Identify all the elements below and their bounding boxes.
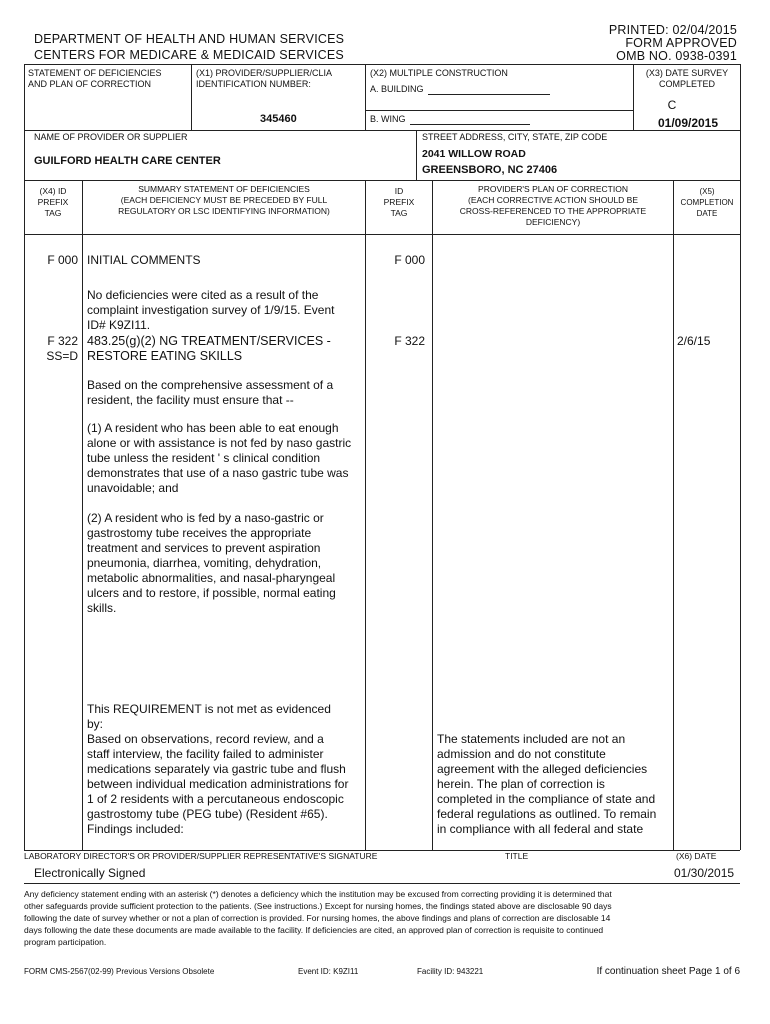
para-1: (1) A resident who has been able to eat enough alone or with assistance is not fed by naso gastric tube unless the resident ' s clinical condition demonstrates that use of a naso gastric tube was unavoidable; and	[87, 421, 352, 495]
wing-field	[410, 115, 530, 125]
form-number: FORM CMS-2567(02-99) Previous Versions Obsolete	[24, 967, 215, 976]
building-label: A. BUILDING	[370, 84, 424, 94]
x3-date: 01/09/2015	[657, 116, 719, 130]
provider-name: GUILFORD HEALTH CARE CENTER	[34, 155, 221, 167]
x3-code: C	[667, 98, 677, 112]
col-id-header: ID PREFIX TAG	[383, 186, 415, 218]
title-label: TITLE	[505, 851, 529, 861]
address-label: STREET ADDRESS, CITY, STATE, ZIP CODE	[422, 132, 608, 142]
f322-title: 483.25(g)(2) NG TREATMENT/SERVICES - RESTORE EATING SKILLS	[87, 334, 331, 363]
form-approved: FORM APPROVED	[625, 36, 737, 50]
id-f322: F 322	[394, 334, 425, 348]
x3-label: (X3) DATE SURVEY COMPLETED	[645, 68, 729, 89]
x2-label: (X2) MULTIPLE CONSTRUCTION	[370, 68, 508, 78]
disclaimer-text: Any deficiency statement ending with an asterisk (*) denotes a deficiency which the institution may be excused from correcting providing it is determined that other safeguards provide sufficient protection to the patients. (See instructions.) Except for nursing homes, the findings stated above are disclosable 90 days following the date of survey whether or not a plan of correction is provided. For nursing homes, the above findings and plans of correction are disclosable 14 days following the date these documents are made available to the facility. If deficiencies are cited, an approved plan of correction is requisite to continued program participation.	[24, 889, 612, 947]
col-x4-header: (X4) ID PREFIX TAG	[37, 186, 69, 218]
tag-f322: F 322	[47, 334, 78, 348]
tag-f000: F 000	[47, 253, 78, 267]
address-line2: GREENSBORO, NC 27406	[422, 164, 558, 176]
wing-row	[370, 114, 530, 125]
provider-label: NAME OF PROVIDER OR SUPPLIER	[34, 132, 188, 142]
printed-date: PRINTED: 02/04/2015	[608, 23, 737, 37]
x1-value: 345460	[260, 113, 297, 125]
department-title: DEPARTMENT OF HEALTH AND HUMAN SERVICES	[34, 32, 345, 46]
building-field	[428, 85, 550, 95]
para-requirement: This REQUIREMENT is not met as evidenced by: Based on observations, record review, and a staff interview, the facility failed to administer medications separately via gastric tube and flush between individual medication administrations for 1 of 2 residents with a percutaneous endoscopic gastrostomy tube (PEG tube) (Resident #65). Findings included:	[87, 702, 349, 836]
x1-label: (X1) PROVIDER/SUPPLIER/CLIA IDENTIFICATION NUMBER:	[196, 68, 333, 89]
event-id: Event ID: K9ZI11	[298, 967, 359, 976]
centers-title: CENTERS FOR MEDICARE & MEDICAID SERVICES	[34, 48, 344, 62]
col-plan-header: PROVIDER'S PLAN OF CORRECTION (EACH CORRECTIVE ACTION SHOULD BE CROSS-REFERENCED TO THE APPROPRIATE DEFICIENCY)	[459, 184, 647, 227]
plan-of-correction-text: The statements included are not an admission and do not constitute agreement with the alleged deficiencies herein. The plan of correction is completed in the compliance of state and federal regulations as outlined. To remain in compliance with all federal and state	[437, 732, 657, 836]
col-x5-header: (X5) COMPLETION DATE	[680, 187, 734, 218]
no-deficiencies-text: No deficiencies were cited as a result of the complaint investigation survey of 1/9/15. Event ID# K9ZI11.	[87, 288, 335, 332]
facility-id: Facility ID: 943221	[417, 967, 484, 976]
initial-comments-heading: INITIAL COMMENTS	[87, 253, 201, 267]
statement-label: STATEMENT OF DEFICIENCIES AND PLAN OF CORRECTION	[28, 68, 162, 89]
building-row	[370, 84, 550, 95]
address-line1: 2041 WILLOW ROAD	[422, 148, 526, 160]
page-indicator: If continuation sheet Page 1 of 6	[596, 966, 740, 977]
completion-date-f322: 2/6/15	[677, 334, 711, 348]
wing-label: B. WING	[370, 114, 406, 124]
signature-date: 01/30/2015	[674, 866, 735, 880]
para-2: (2) A resident who is fed by a naso-gastric or gastrostomy tube receives the appropriate treatment and services to prevent aspiration pneumonia, diarrhea, vomiting, dehydration, metabolic abnormalities, and nasal-pharyngeal ulcers and to restore, if possible, normal eating skills.	[87, 511, 336, 615]
omb-number: OMB NO. 0938-0391	[616, 49, 737, 63]
para-based: Based on the comprehensive assessment of a resident, the facility must ensure that --	[87, 378, 334, 407]
id-f000: F 000	[394, 253, 425, 267]
signature-value: Electronically Signed	[34, 866, 146, 880]
scope-severity: SS=D	[46, 349, 78, 363]
signature-label: LABORATORY DIRECTOR'S OR PROVIDER/SUPPLIER REPRESENTATIVE'S SIGNATURE	[24, 851, 378, 861]
col-summary-header: SUMMARY STATEMENT OF DEFICIENCIES (EACH DEFICIENCY MUST BE PRECEDED BY FULL REGULATORY OR LSC IDENTIFYING INFORMATION)	[118, 184, 330, 216]
date-label: (X6) DATE	[676, 851, 717, 861]
